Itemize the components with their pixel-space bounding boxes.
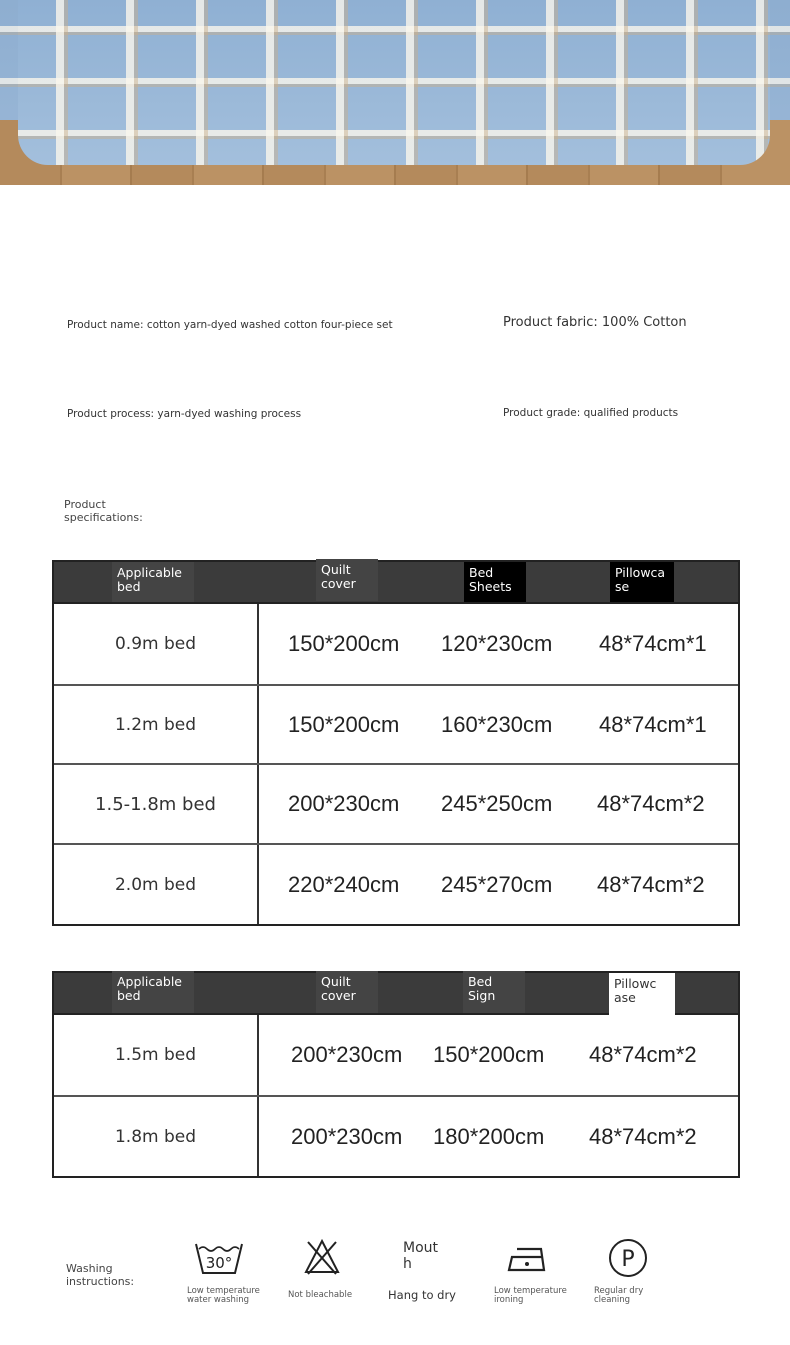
bed-size: 0.9m bed <box>54 604 259 684</box>
bed-size: 2.0m bed <box>54 845 259 924</box>
pillow-size: 48*74cm*2 <box>597 871 705 897</box>
table-row <box>54 763 738 843</box>
no-bleach-icon <box>303 1238 341 1276</box>
sheet-size: 160*230cm <box>441 711 553 737</box>
table-row <box>54 684 738 763</box>
quilt-size: 200*230cm <box>288 791 400 816</box>
iron-low-icon <box>507 1243 547 1273</box>
table-row <box>54 1095 738 1176</box>
sheet-size: 245*250cm <box>441 791 553 816</box>
quilt-size: 200*230cm <box>291 1042 403 1067</box>
header-bed-sign: Bed Sign <box>463 971 525 1013</box>
product-photo <box>0 0 790 185</box>
sheet-size: 245*270cm <box>441 871 553 897</box>
sheet-size: 120*230cm <box>441 631 553 656</box>
table-row <box>54 1015 738 1095</box>
hang-dry-caption: Hang to dry <box>388 1288 456 1302</box>
no-bleach-caption: Not bleachable <box>288 1290 353 1300</box>
pillow-size: 48*74cm*1 <box>599 711 707 737</box>
header-applicable-bed: Applicable bed <box>112 562 194 602</box>
table-row <box>54 604 738 684</box>
size-table-1 <box>52 560 740 926</box>
dry-clean-p-icon <box>607 1237 649 1279</box>
quilt-size: 150*200cm <box>288 631 400 656</box>
pillow-size: 48*74cm*1 <box>599 631 707 656</box>
washing-label-line2: instructions: <box>66 1275 135 1288</box>
specs-label <box>64 498 143 524</box>
header-bed-sheets: Bed Sheets <box>464 562 526 602</box>
table-row <box>54 843 738 924</box>
bed-size: 1.5-1.8m bed <box>54 765 259 843</box>
product-process: Product process: yarn-dyed washing process <box>67 408 302 420</box>
pillow-size: 48*74cm*2 <box>589 1042 697 1067</box>
table-header <box>54 562 738 604</box>
header-applicable-bed: Applicable bed <box>112 971 194 1013</box>
dry-clean-caption: Regular dry cleaning <box>594 1286 644 1305</box>
wash-temp-text: 30° <box>205 1254 233 1272</box>
plaid-duvet <box>18 0 770 165</box>
sheet-size: 150*200cm <box>433 1042 545 1067</box>
bed-size: 1.2m bed <box>54 686 259 763</box>
pillow-size: 48*74cm*2 <box>589 1123 697 1149</box>
quilt-size: 150*200cm <box>288 711 400 737</box>
pillow-size: 48*74cm*2 <box>597 791 705 816</box>
product-grade: Product grade: qualified products <box>503 407 679 419</box>
header-pillowcase: Pillowca se <box>610 562 674 602</box>
wash-caption: Low temperature water washing <box>187 1286 260 1305</box>
bed-size: 1.8m bed <box>54 1097 259 1176</box>
bed-size: 1.5m bed <box>54 1015 259 1095</box>
washing-label-line1: Washing <box>66 1262 113 1275</box>
header-quilt-cover: Quilt cover <box>316 971 378 1013</box>
dry-clean-letter: P <box>621 1247 635 1272</box>
product-fabric: Product fabric: 100% Cotton <box>503 315 687 330</box>
sheet-size: 180*200cm <box>433 1123 545 1149</box>
header-quilt-cover: Quilt cover <box>316 559 378 601</box>
product-name: Product name: cotton yarn-dyed washed cotton four-piece set <box>67 319 393 331</box>
wash-30-icon <box>194 1240 244 1276</box>
hang-dry-symbol-text: Mout h <box>403 1240 439 1272</box>
specs-label-line2: specifications: <box>64 511 143 524</box>
size-table-2 <box>52 971 740 1178</box>
table-header <box>54 973 738 1015</box>
header-pillowcase: Pillowc ase <box>609 973 675 1015</box>
washing-label <box>66 1262 134 1288</box>
specs-label-line1: Product <box>64 498 106 511</box>
quilt-size: 220*240cm <box>288 871 400 897</box>
quilt-size: 200*230cm <box>291 1123 403 1149</box>
iron-caption: Low temperature ironing <box>494 1286 567 1305</box>
